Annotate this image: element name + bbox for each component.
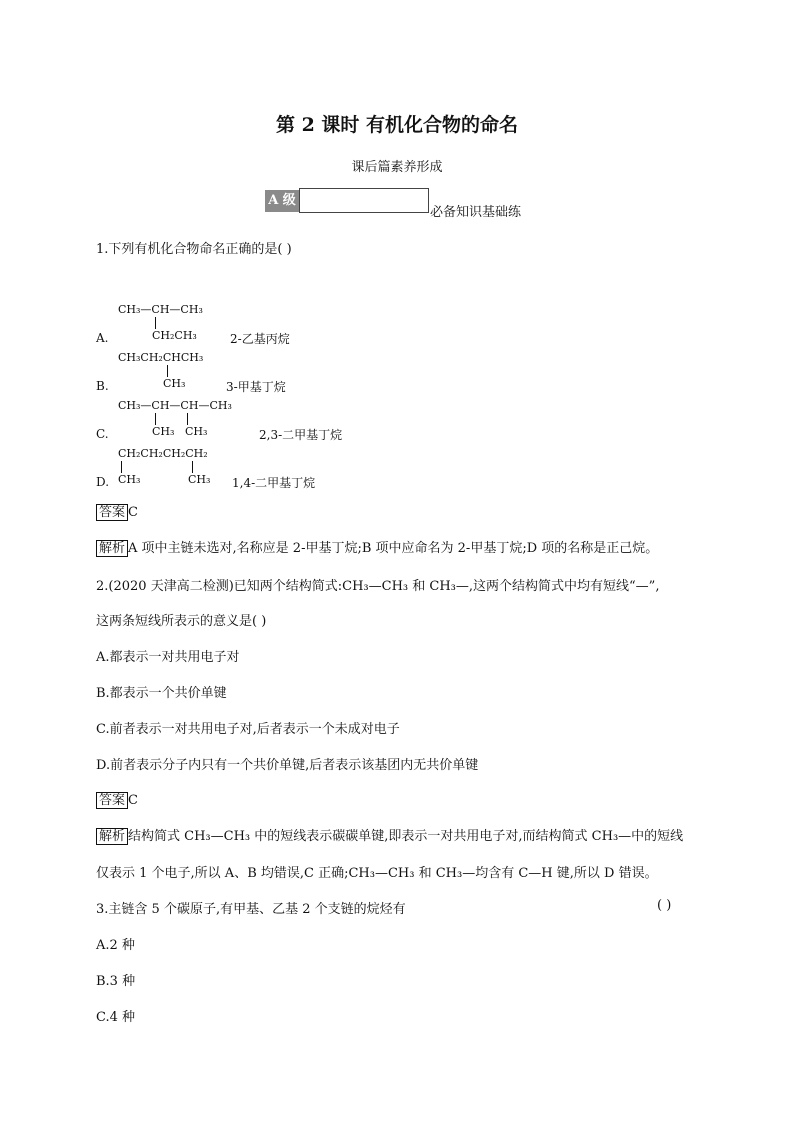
option-c-formula-branch-2: CH₃ <box>185 425 208 438</box>
level-name: 必备知识基础练 <box>430 205 522 220</box>
option-d-letter: D. <box>96 475 110 489</box>
answer-1-row <box>96 501 138 522</box>
option-c-name: 2,3-二甲基丁烷 <box>259 428 343 442</box>
question-2-stem-line2: 这两条短线所表示的意义是( ) <box>96 614 267 629</box>
option-b-bond <box>167 365 168 377</box>
option-c-bond-1 <box>155 413 156 425</box>
option-a-name: 2-乙基丙烷 <box>230 332 290 346</box>
option-a-letter: A. <box>96 331 109 345</box>
option-c-letter: C. <box>96 427 109 441</box>
analysis-1-text: A 项中主链未选对,名称应是 2-甲基丁烷;B 项中应命名为 2-甲基丁烷;D 项的名称是正己烷。 <box>128 541 659 556</box>
page-title: 第 2 课时 有机化合物的命名 <box>275 114 519 136</box>
option-b-name: 3-甲基丁烷 <box>226 380 286 394</box>
option-d-formula-main: CH₂CH₂CH₂CH₂ <box>118 447 208 460</box>
level-box-frame <box>299 188 429 213</box>
question-2-stem-line1: 2.(2020 天津高二检测)已知两个结构简式:CH₃—CH₃ 和 CH₃—,这两个结构简式中均有短线“—”, <box>96 579 660 594</box>
option-c-formula-branch-1: CH₃ <box>152 425 175 438</box>
question-1-stem: 1.下列有机化合物命名正确的是( ) <box>96 242 292 257</box>
option-c-formula-main: CH₃—CH—CH—CH₃ <box>118 399 232 412</box>
option-a-bond <box>155 317 156 329</box>
question-3-option-b: B.3 种 <box>96 974 136 989</box>
option-d-formula-branch-1: CH₃ <box>118 473 141 486</box>
analysis-2-text-line2: 仅表示 1 个电子,所以 A、B 均错误,C 正确;CH₃—CH₃ 和 CH₃—均含有 C—H 键,所以 D 错误。 <box>96 866 658 881</box>
question-3-stem: 3.主链含 5 个碳原子,有甲基、乙基 2 个支链的烷烃有 <box>96 902 406 917</box>
question-3-answer-blank: ( ) <box>657 898 672 913</box>
option-d-bond-2 <box>192 461 193 473</box>
option-a-formula-branch: CH₂CH₃ <box>152 329 197 342</box>
answer-1-value: C <box>128 505 138 520</box>
analysis-1-row <box>96 537 658 558</box>
question-2-option-c: C.前者表示一对共用电子对,后者表示一个未成对电子 <box>96 722 400 737</box>
option-d-bond-1 <box>121 461 122 473</box>
answer-2-row <box>96 789 138 810</box>
question-3-option-c: C.4 种 <box>96 1010 136 1025</box>
analysis-1-tag: 解析 <box>96 540 128 557</box>
option-c-bond-2 <box>187 413 188 425</box>
option-d-name: 1,4-二甲基丁烷 <box>232 476 316 490</box>
option-b-formula-branch: CH₃ <box>163 377 186 390</box>
option-a-formula-main: CH₃—CH—CH₃ <box>118 303 203 316</box>
level-badge: A 级 <box>265 190 299 212</box>
question-2-option-b: B.都表示一个共价单键 <box>96 686 227 701</box>
question-2-option-a: A.都表示一对共用电子对 <box>96 650 240 665</box>
section-subtitle: 课后篇素养形成 <box>351 160 443 175</box>
answer-2-tag: 答案 <box>96 792 128 809</box>
question-3-option-a: A.2 种 <box>96 938 135 953</box>
option-b-letter: B. <box>96 379 109 393</box>
analysis-2-text-line1: 结构简式 CH₃—CH₃ 中的短线表示碳碳单键,即表示一对共用电子对,而结构简式 CH₃—中的短线 <box>128 829 684 844</box>
question-2-option-d: D.前者表示分子内只有一个共价单键,后者表示该基团内无共价单键 <box>96 758 479 773</box>
option-b-formula-main: CH₃CH₂CHCH₃ <box>118 351 204 364</box>
option-d-formula-branch-2: CH₃ <box>188 473 211 486</box>
answer-1-tag: 答案 <box>96 504 128 521</box>
analysis-2-row <box>96 825 683 846</box>
answer-2-value: C <box>128 793 138 808</box>
analysis-2-tag: 解析 <box>96 828 128 845</box>
